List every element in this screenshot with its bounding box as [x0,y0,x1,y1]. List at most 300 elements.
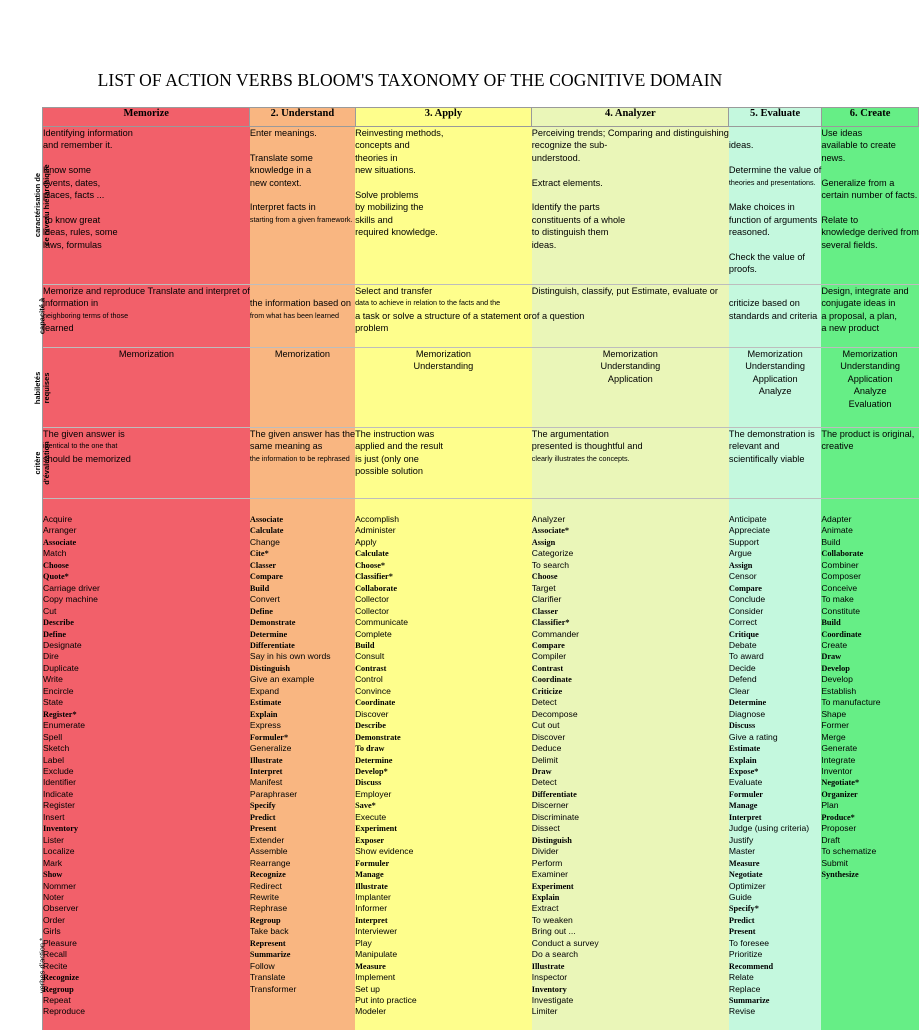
verb-item: Argue [729,548,821,559]
verb-item: Determine [250,629,355,640]
cell-line: is just (only one [355,453,532,465]
verb-item: Encircle [43,686,250,697]
criterion-cell [355,428,532,499]
skill-item: Application [729,373,821,385]
verb-item: Spell [43,732,250,743]
skills-cell [821,348,919,428]
cell-line: of a question [532,310,729,322]
cell-line [532,164,729,176]
cell-line: applied and the result [355,440,532,452]
verb-item: Illustrate [355,881,532,892]
verb-item: Employer [355,789,532,800]
verb-item: Submit [821,858,919,869]
verb-item: Decide [729,663,821,674]
capacity-cell [43,285,250,348]
verb-item: Contrast [532,663,729,674]
verb-item: Inventory [532,984,729,995]
verb-item: Analyzer [532,514,729,525]
verb-item: Girls [43,926,250,937]
cell-line: Solve problems [355,189,532,201]
verb-item: Manifest [250,777,355,788]
cell-line: theories in [355,152,532,164]
capacity-cell [821,285,919,348]
cell-line: Translate some [250,152,355,164]
verb-item: Present [250,823,355,834]
verb-item: Recommend [729,961,821,972]
cell-line: places, facts ... [43,189,250,201]
cell-line: Perceiving trends; Comparing and distinguishing [532,127,729,139]
verb-item: Set up [355,984,532,995]
verb-item: Reproduce [43,1006,250,1017]
row-label-line: d'évaluation [42,441,51,484]
verb-list [43,499,250,1030]
verb-item: Former [821,720,919,731]
verb-item: Inspector [532,972,729,983]
verb-item: Quote* [43,571,250,582]
verb-item: Associate [250,514,355,525]
verb-item: Diagnose [729,709,821,720]
cell-line: same meaning as [250,440,355,452]
verb-item: Describe [355,720,532,731]
verb-item: Organizer [821,789,919,800]
verb-item: Represent [250,938,355,949]
verb-item: Clarifier [532,594,729,605]
cell-line: understood. [532,152,729,164]
verb-item: Criticize [532,686,729,697]
verb-item: Classer [250,560,355,571]
verb-item: Associate [43,537,250,548]
cell-line: Use ideas [821,127,919,139]
verb-item: Calculate [355,548,532,559]
cell-line: events, dates, [43,177,250,189]
verb-item: Recognize [43,972,250,983]
verb-item: State [43,697,250,708]
cell-line [43,152,250,164]
verb-item: Nommer [43,881,250,892]
characterization-cell [43,127,250,285]
skills-row-label-cell [42,348,43,428]
verb-item: Coordinate [355,697,532,708]
verb-item: Develop* [355,766,532,777]
verb-item: Regroup [250,915,355,926]
verb-item: Plan [821,800,919,811]
cell-line [729,285,821,297]
cell-line: ideas. [729,139,821,151]
verb-item: Observer [43,903,250,914]
verb-item: Consider [729,606,821,617]
verb-item: Adapter [821,514,919,525]
verb-item: Choose [43,560,250,571]
cell-line: relevant and [729,440,821,452]
column-header-analyze: 4. Analyzer [532,108,729,127]
cell-line: reasoned. [729,226,821,238]
verb-item: Build [821,537,919,548]
verb-item: Determine [355,755,532,766]
cell-line: a task or solve a structure of a statement or [355,310,532,322]
verb-item: Distinguish [250,663,355,674]
verb-item: Formuler [355,858,532,869]
verb-item: Predict [729,915,821,926]
verb-item: Discuss [355,777,532,788]
column-header-understand: 2. Understand [250,108,355,127]
cell-line: The argumentation [532,428,729,440]
verb-item: Prioritize [729,949,821,960]
verb-item: Inventor [821,766,919,777]
verb-item: Arranger [43,525,250,536]
skill-item: Analyze [821,385,919,397]
verb-item: To award [729,651,821,662]
verb-item: Generalize [250,743,355,754]
verb-item: Compare [250,571,355,582]
row-label-line: critère [33,441,42,484]
verb-item: Expand [250,686,355,697]
cell-line: function of arguments [729,214,821,226]
verb-item: Show evidence [355,846,532,857]
verb-item: Extract [532,903,729,914]
verb-item: Modeler [355,1006,532,1017]
verb-item: Compare [532,640,729,651]
verb-item: Discuss [729,720,821,731]
verb-item: Formuler* [250,732,355,743]
verb-item: Designate [43,640,250,651]
verb-item: Control [355,674,532,685]
verb-item: Detect [532,777,729,788]
verb-item: To make [821,594,919,605]
cell-line: should be memorized [43,453,250,465]
characterization-cell [355,127,532,285]
cell-line: knowledge in a [250,164,355,176]
cell-line [729,152,821,164]
verb-item: Classifier* [532,617,729,628]
verb-item: Assemble [250,846,355,857]
verb-item: Build [821,617,919,628]
skill-item: Understanding [355,360,532,372]
row-label-line: habiletés [33,371,42,404]
verb-item: Inventory [43,823,250,834]
skills-cell [43,348,250,428]
verb-item: Interpret [250,766,355,777]
verb-item: Put into practice [355,995,532,1006]
skill-item: Memorization [532,348,729,360]
verb-item: Formuler [729,789,821,800]
verb-item: Interviewer [355,926,532,937]
verb-item: Divider [532,846,729,857]
characterization-row-label [33,165,51,246]
verb-item: Rewrite [250,892,355,903]
skill-item: Understanding [821,360,919,372]
cell-line: available to create [821,139,919,151]
verb-item: Support [729,537,821,548]
capacity-row-label: capacité à [38,298,47,334]
verb-item: Debate [729,640,821,651]
verb-item: To manufacture [821,697,919,708]
capacity-cell [729,285,821,348]
cell-line: new context. [250,177,355,189]
verb-item: To foresee [729,938,821,949]
verb-item: Register [43,800,250,811]
verb-item: Experiment [355,823,532,834]
cell-line: by mobilizing the [355,201,532,213]
verb-item: Play [355,938,532,949]
verb-item: Apply [355,537,532,548]
verb-item: Estimate [250,697,355,708]
verb-item: Discover [355,709,532,720]
verb-item: Generate [821,743,919,754]
verb-item: Choose* [355,560,532,571]
skill-item: Memorization [250,348,355,360]
verb-item: Explain [250,709,355,720]
verb-item: Critique [729,629,821,640]
skills-row-label [33,371,51,404]
verb-list [250,499,355,1030]
cell-line: criticize based on [729,297,821,309]
verb-item: Deduce [532,743,729,754]
verb-item: Collaborate [821,548,919,559]
verb-item: Present [729,926,821,937]
cell-line: proofs. [729,263,821,275]
verb-item: Save* [355,800,532,811]
verb-item: Summarize [729,995,821,1006]
verb-item: Develop [821,674,919,685]
characterization-cell [532,127,729,285]
verb-item: Cite* [250,548,355,559]
verb-item: Detect [532,697,729,708]
criterion-row [42,428,919,499]
verb-item: Master [729,846,821,857]
verb-item: Change [250,537,355,548]
cell-line: ideas. [532,239,729,251]
cell-line: ideas, rules, some [43,226,250,238]
cell-line: from what has been learned [250,310,355,322]
cell-line: creative [821,440,919,452]
cell-line [250,139,355,151]
verb-item: Relate [729,972,821,983]
verb-item: Implanter [355,892,532,903]
cell-line: The given answer has the [250,428,355,440]
verb-item: Redirect [250,881,355,892]
cell-line: Memorize and reproduce Translate and interpret of [43,285,250,297]
skill-item: Evaluation [821,398,919,410]
cell-line: possible solution [355,465,532,477]
column-header-evaluate: 5. Evaluate [729,108,821,127]
verb-item: Differentiate [250,640,355,651]
verb-item: Extender [250,835,355,846]
verb-item: Recognize [250,869,355,880]
verb-item: Assign [729,560,821,571]
cell-line: conjugate ideas in [821,297,919,309]
verb-item: Categorize [532,548,729,559]
verb-item: Indicate [43,789,250,800]
verb-item: Do a search [532,949,729,960]
verb-item: Show [43,869,250,880]
skills-row [42,348,919,428]
verb-item: To search [532,560,729,571]
verb-item: To weaken [532,915,729,926]
verb-item: Recall [43,949,250,960]
cell-line [729,127,821,139]
verb-item: Interpret [729,812,821,823]
verb-item: Anticipate [729,514,821,525]
verb-item: Collaborate [355,583,532,594]
cell-line: Distinguish, classify, put Estimate, evaluate or [532,285,729,297]
skill-item: Memorization [43,348,250,360]
skill-item: Application [821,373,919,385]
skill-item: Understanding [729,360,821,372]
cell-line: scientifically viable [729,453,821,465]
cell-line: data to achieve in relation to the facts and the [355,297,532,309]
cell-line [532,189,729,201]
verb-item: Regroup [43,984,250,995]
cell-line: The given answer is [43,428,250,440]
verb-item: Expose* [729,766,821,777]
skill-item: Memorization [729,348,821,360]
verbs-row [42,499,919,1030]
cell-line: constituents of a whole [532,214,729,226]
verb-item: Build [250,583,355,594]
verb-item: Illustrate [532,961,729,972]
verb-item: Describe [43,617,250,628]
row-label-line: ce niveau hiérarchique [42,165,51,246]
verb-item: Identifier [43,777,250,788]
cell-line [250,285,355,297]
verb-item: Define [43,629,250,640]
verb-item: Predict [250,812,355,823]
verb-item: Discover [532,732,729,743]
verb-item: Exclude [43,766,250,777]
cell-line: theories and presentations. [729,177,821,189]
capacity-cell [250,285,355,348]
characterization-cell [729,127,821,285]
verb-item: Negotiate* [821,777,919,788]
row-label-line: requises [42,371,51,404]
cell-line: identical to the one that [43,440,250,452]
verb-item: Duplicate [43,663,250,674]
verb-item: Establish [821,686,919,697]
cell-line: problem [355,322,532,334]
verb-item: Associate* [532,525,729,536]
cell-line [729,239,821,251]
cell-line: certain number of facts. [821,189,919,201]
capacity-row-label-cell [42,285,43,348]
verb-item: Dissect [532,823,729,834]
cell-line: recognize the sub- [532,139,729,151]
verb-item: Cut out [532,720,729,731]
verb-item: Produce* [821,812,919,823]
skill-item: Analyze [729,385,821,397]
verb-item: Localize [43,846,250,857]
cell-line [355,177,532,189]
verb-item: Specify [250,800,355,811]
header-row [42,108,919,127]
cell-line: Check the value of [729,251,821,263]
verb-list [729,499,821,1030]
cell-line: Interpret facts in [250,201,355,213]
verb-item: Collector [355,594,532,605]
verb-item: Proposer [821,823,919,834]
cell-line: Enter meanings. [250,127,355,139]
verb-item: Mark [43,858,250,869]
verbs-row-label-cell [42,499,43,1030]
criterion-row-label-cell [42,428,43,499]
verb-item: Recite [43,961,250,972]
verb-item: Compare [729,583,821,594]
verb-item: Dire [43,651,250,662]
cell-line: Identifying information [43,127,250,139]
verb-item: Determine [729,697,821,708]
verb-item: Experiment [532,881,729,892]
verb-item: Convert [250,594,355,605]
verb-item: Follow [250,961,355,972]
verb-item: Measure [355,961,532,972]
verb-item: Decompose [532,709,729,720]
verb-item: Investigate [532,995,729,1006]
verb-item: Translate [250,972,355,983]
verb-item: Summarize [250,949,355,960]
cell-line: Make choices in [729,201,821,213]
verb-item: Choose [532,571,729,582]
column-header-create: 6. Create [821,108,919,127]
verb-item: Enumerate [43,720,250,731]
verb-item: Administer [355,525,532,536]
cell-line: knowledge derived from [821,226,919,238]
verb-item: Accomplish [355,514,532,525]
verb-item: Communicate [355,617,532,628]
skills-cell [729,348,821,428]
verb-item: Paraphraser [250,789,355,800]
verb-item: Limiter [532,1006,729,1017]
verb-item: Merge [821,732,919,743]
skills-cell [355,348,532,428]
verb-item: Judge (using criteria) [729,823,821,834]
verb-item: Give an example [250,674,355,685]
capacity-row [42,285,919,348]
cell-line: The product is original, [821,428,919,440]
cell-line: Reinvesting methods, [355,127,532,139]
cell-line: The demonstration is [729,428,821,440]
verb-item: Manage [355,869,532,880]
cell-line [43,201,250,213]
cell-line [250,189,355,201]
verb-item: Delimit [532,755,729,766]
cell-line [729,189,821,201]
skills-cell [532,348,729,428]
capacity-cell [355,285,532,348]
verb-item: Conclude [729,594,821,605]
verb-item: Insert [43,812,250,823]
cell-line: the information based on [250,297,355,309]
verb-item: Carriage driver [43,583,250,594]
verb-item: Measure [729,858,821,869]
cell-line: Determine the value of [729,164,821,176]
cell-line: to distinguish them [532,226,729,238]
cell-line: required knowledge. [355,226,532,238]
bloom-taxonomy-table [42,107,919,1030]
verb-item: Censor [729,571,821,582]
cell-line: To know great [43,214,250,226]
verb-item: Repeat [43,995,250,1006]
verb-item: Transformer [250,984,355,995]
verb-item: To schematize [821,846,919,857]
verb-item: Build [355,640,532,651]
verb-item: Express [250,720,355,731]
verb-item: Manipulate [355,949,532,960]
verb-item: Consult [355,651,532,662]
cell-line [821,164,919,176]
cell-line [532,297,729,309]
verb-item: Replace [729,984,821,995]
skill-item: Memorization [821,348,919,360]
verb-item: Revise [729,1006,821,1017]
